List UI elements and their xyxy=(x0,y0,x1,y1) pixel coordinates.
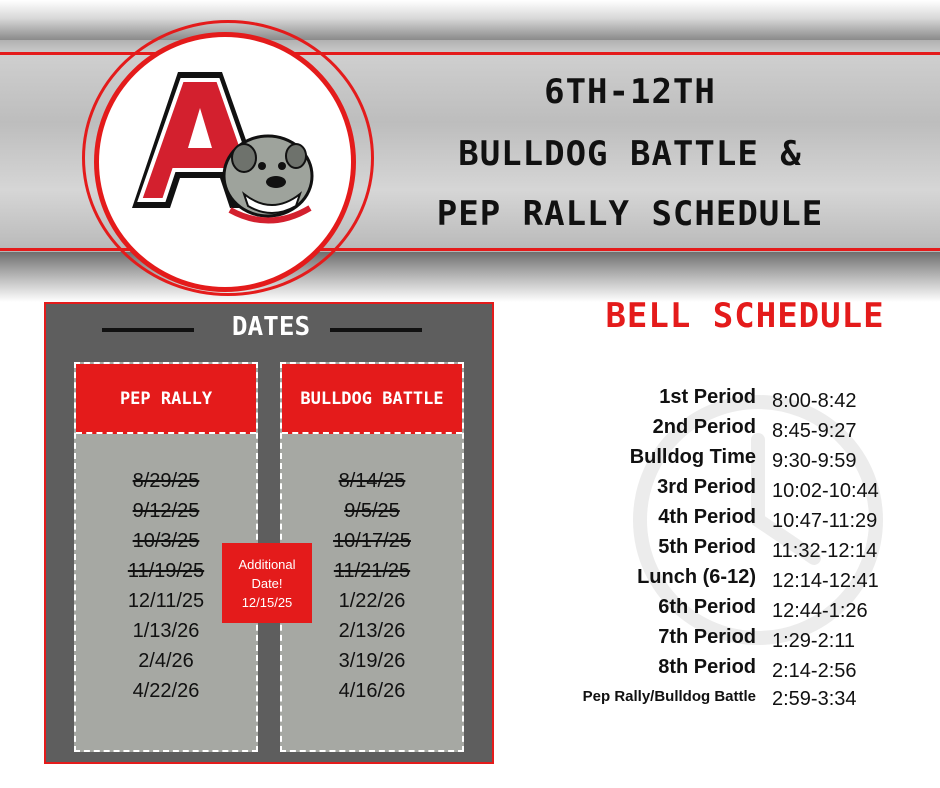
bulldog-battle-date: 11/21/25 xyxy=(333,560,411,582)
bell-row-time: 12:44-1:26 xyxy=(772,600,868,622)
bell-row-time: 8:45-9:27 xyxy=(772,420,857,442)
pep-rally-date: 12/11/25 xyxy=(127,590,205,612)
bell-row-label: Bulldog Time xyxy=(629,446,756,468)
bell-row-label: 3rd Period xyxy=(657,476,756,498)
title-line-3: PEP RALLY SCHEDULE xyxy=(436,194,824,234)
bell-row-label: 8th Period xyxy=(658,656,756,678)
bell-row-label: 4th Period xyxy=(658,506,756,528)
bulldog-battle-date: 2/13/26 xyxy=(338,620,406,642)
pep-rally-date: 11/19/25 xyxy=(127,560,205,582)
additional-line-1: Additional xyxy=(238,557,296,572)
bell-row-label: 1st Period xyxy=(659,386,756,408)
bell-row-time: 8:00-8:42 xyxy=(772,390,857,412)
dates-heading: DATES xyxy=(231,312,311,342)
bulldog-mascot-icon xyxy=(120,60,320,240)
bulldog-battle-date: 1/22/26 xyxy=(338,590,406,612)
pep-rally-date: 9/12/25 xyxy=(132,500,200,522)
bell-row-time: 11:32-12:14 xyxy=(772,540,878,562)
pep-rally-date: 2/4/26 xyxy=(138,650,194,672)
bell-row-time: 2:59-3:34 xyxy=(772,688,857,710)
pep-rally-date: 4/22/26 xyxy=(132,680,200,702)
title-line-1: 6TH-12TH xyxy=(544,72,716,112)
bell-row-time: 10:47-11:29 xyxy=(772,510,878,532)
bell-row-label: 5th Period xyxy=(658,536,756,558)
bell-row-label: 6th Period xyxy=(658,596,756,618)
bulldog-battle-date: 10/17/25 xyxy=(333,530,411,552)
dates-panel xyxy=(44,302,494,764)
bell-schedule-title: BELL SCHEDULE xyxy=(605,296,885,336)
pep-rally-date: 10/3/25 xyxy=(132,530,200,552)
title-line-2: BULLDOG BATTLE & xyxy=(458,134,802,174)
bulldog-battle-header: BULLDOG BATTLE xyxy=(282,364,462,434)
pep-rally-date: 8/29/25 xyxy=(132,470,200,492)
bell-row-label: 7th Period xyxy=(658,626,756,648)
additional-line-2: Date! xyxy=(251,576,283,591)
additional-date-badge xyxy=(222,543,312,623)
bell-row-label: Lunch (6-12) xyxy=(637,566,756,588)
pep-rally-date: 1/13/26 xyxy=(132,620,200,642)
bell-row-label: Pep Rally/Bulldog Battle xyxy=(582,688,756,705)
pep-rally-header: PEP RALLY xyxy=(76,364,256,434)
bell-row-time: 10:02-10:44 xyxy=(772,480,879,502)
bulldog-battle-date: 4/16/26 xyxy=(338,680,406,702)
banner-texture-top xyxy=(0,0,940,40)
bell-row-time: 12:14-12:41 xyxy=(772,570,879,592)
bulldog-battle-date: 3/19/26 xyxy=(338,650,406,672)
bulldog-battle-date: 9/5/25 xyxy=(344,500,400,522)
bell-row-time: 1:29-2:11 xyxy=(772,630,856,652)
bulldog-battle-date: 8/14/25 xyxy=(338,470,406,492)
additional-date: 12/15/25 xyxy=(241,595,293,610)
bell-row-label: 2nd Period xyxy=(652,416,756,438)
bell-row-time: 9:30-9:59 xyxy=(772,450,857,472)
bell-row-time: 2:14-2:56 xyxy=(772,660,857,682)
